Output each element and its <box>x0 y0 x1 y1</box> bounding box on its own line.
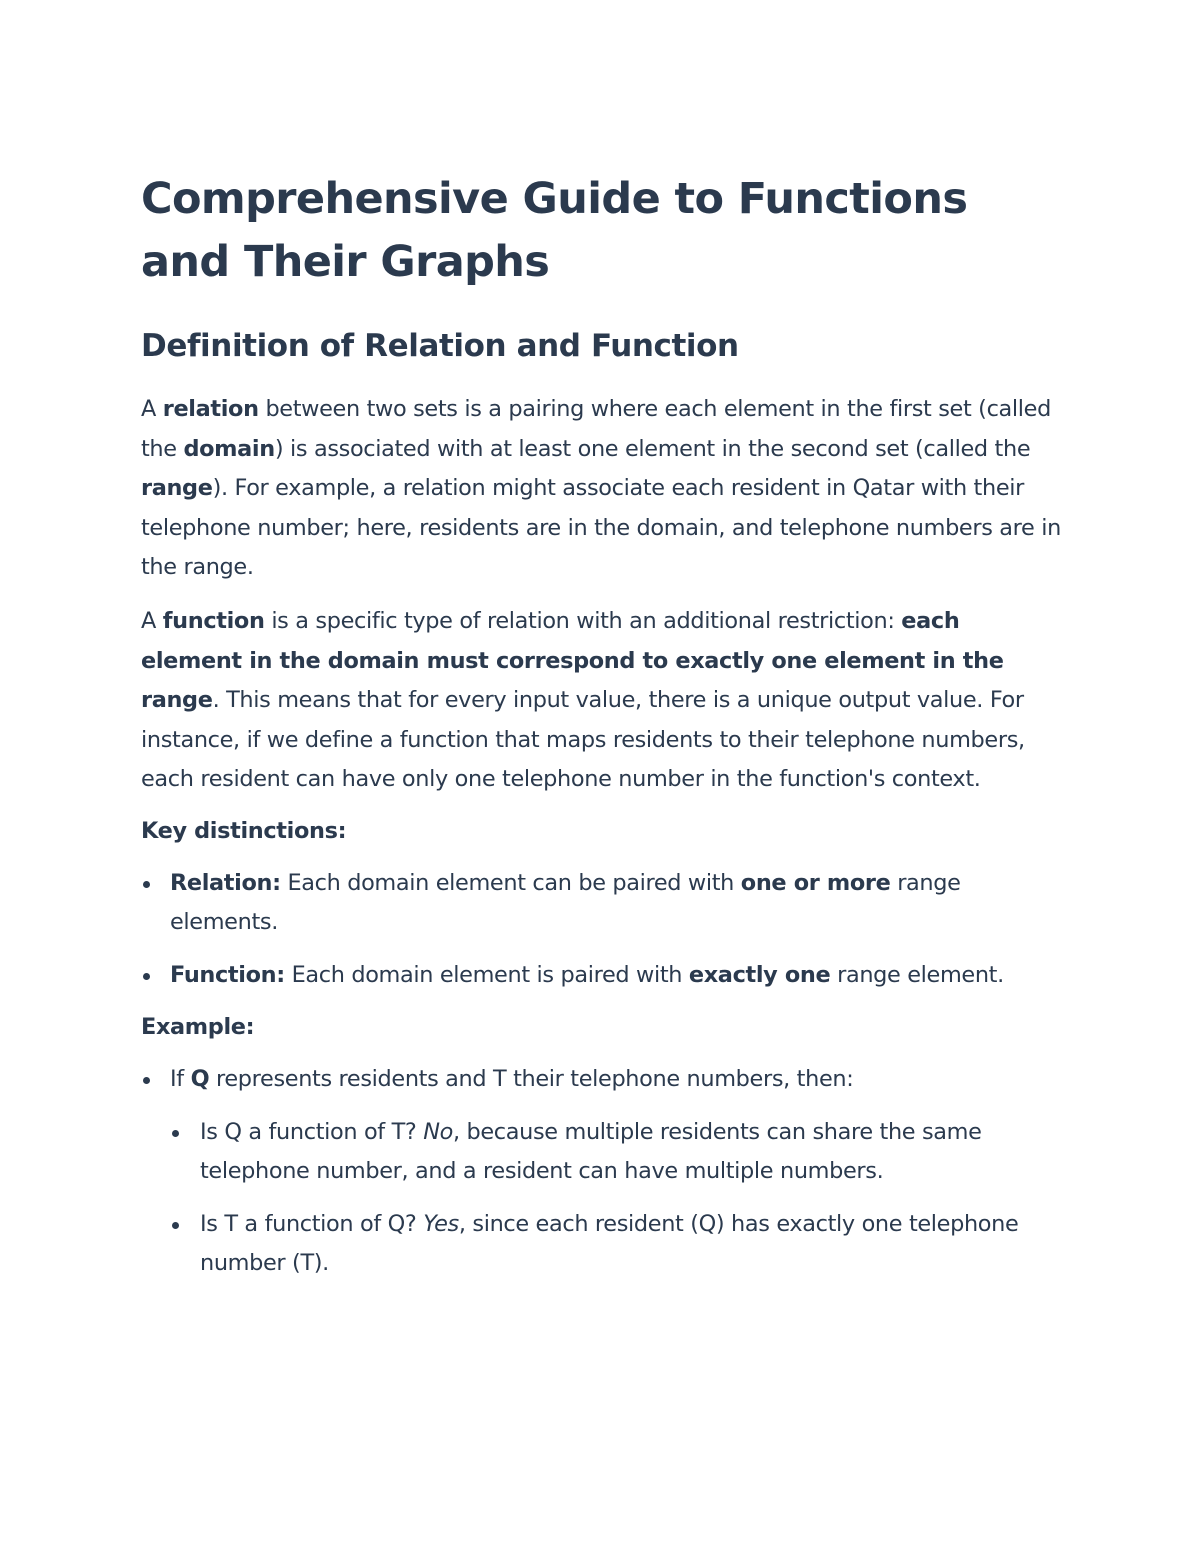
list-item-function: Function: Each domain element is paired with exactly one range element. <box>141 956 1066 996</box>
list-item-relation: Relation: Each domain element can be paired with one or more range elements. <box>141 864 1066 943</box>
example-label: Example: <box>141 1014 255 1041</box>
function-term: function <box>162 607 265 634</box>
bullet-icon <box>172 1130 179 1137</box>
domain-term: domain <box>183 435 275 462</box>
bullet-icon <box>143 1077 150 1084</box>
function-rule-emphasis: each element in the domain must correspond to exactly one element in the range <box>141 607 1004 714</box>
sublist-item-t-of-q: Is T a function of Q? Yes, since each resident (Q) has exactly one telephone number (T). <box>170 1205 1066 1284</box>
bullet-icon <box>143 973 150 980</box>
page-title: Comprehensive Guide to Functions and Their Graphs <box>141 174 968 287</box>
sublist-item-q-of-t: Is Q a function of T? No, because multiple residents can share the same telephone number, and a resident can have multiple numbers. <box>170 1113 1066 1192</box>
function-definition-paragraph: A function is a specific type of relation with an additional restriction: each element in the domain must correspond to exactly one element in the range. This means that for every input value, there is a unique output value. For instance, if we define a function that maps residents to their telephone numbers, each resident can have only one telephone number in the function's context. <box>141 607 1025 793</box>
bullet-icon <box>143 881 150 888</box>
relation-definition-paragraph: A relation between two sets is a pairing where each element in the first set (called the domain) is associated with at least one element in the second set (called the range). For example, a relation might associate each resident in Qatar with their telephone number; here, residents are in the domain, and telephone numbers are in the range. <box>141 396 1061 581</box>
key-distinctions-label: Key distinctions: <box>141 817 347 844</box>
range-term: range <box>141 475 213 502</box>
example-list <box>141 1060 1066 1284</box>
relation-term: relation <box>162 396 259 422</box>
list-item-example: If Q represents residents and T their telephone numbers, then: Is Q a function of T? No, because multiple residents can share the same telephone number, and a resident can have multiple numbers. Is T a function of Q? Yes, since each resident (Q) has exactly one telephone number (T). <box>141 1060 1066 1284</box>
section-heading: Definition of Relation and Function <box>141 328 739 364</box>
example-sublist <box>170 1113 1066 1284</box>
bullet-icon <box>172 1222 179 1229</box>
document-page <box>141 168 1066 1284</box>
key-distinctions-list <box>141 864 1066 996</box>
